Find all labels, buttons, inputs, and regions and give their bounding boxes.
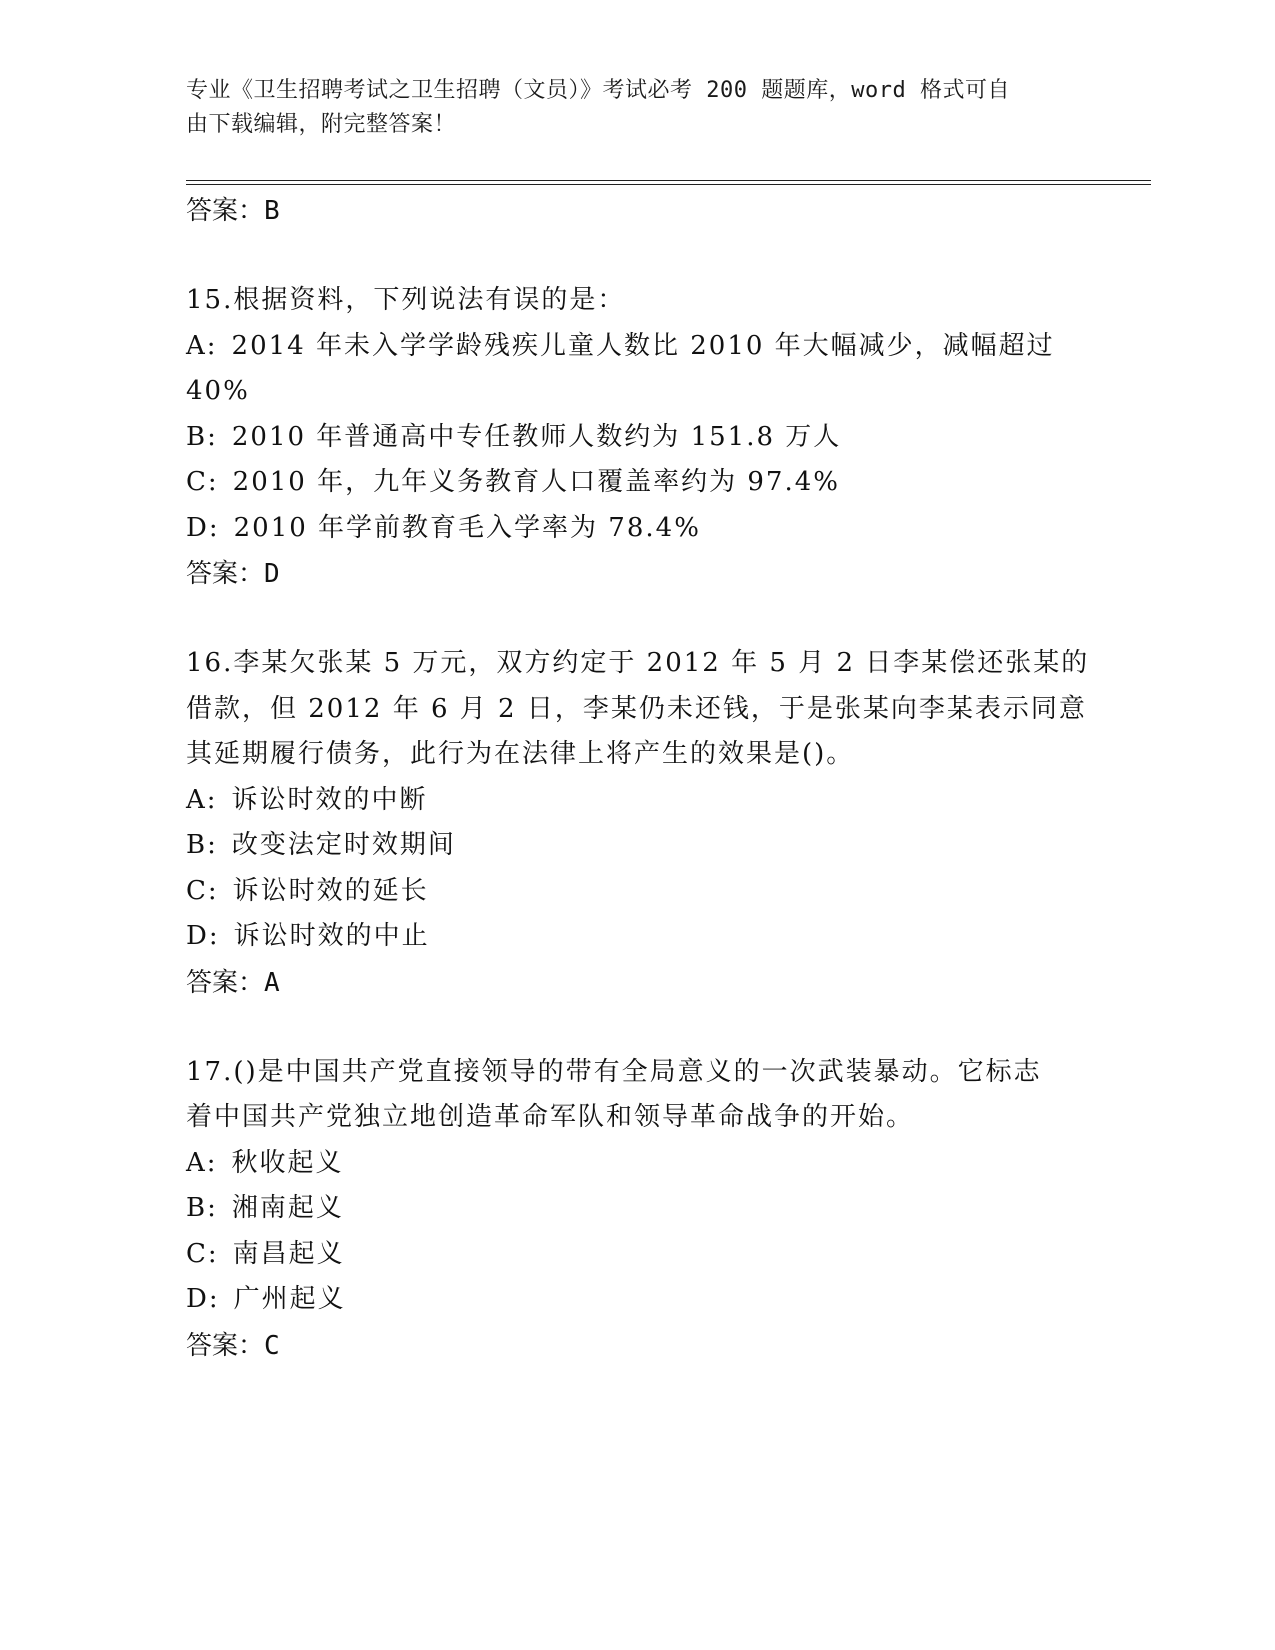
question-answer	[186, 551, 1096, 597]
option-label: A:	[186, 330, 218, 361]
option-text: 2014 年未入学学龄残疾儿童人数比 2010 年大幅减少，减幅超过	[231, 330, 1055, 361]
option-c	[186, 1232, 1096, 1278]
answer-label: 答案：	[186, 559, 265, 589]
header-line-2: 由下载编辑，附完整答案！	[186, 112, 457, 137]
option-a-continuation: 40%	[186, 376, 250, 406]
option-text: 改变法定时效期间	[231, 830, 456, 860]
answer-label: 答案：	[186, 1330, 265, 1361]
question-stem-line-2: 借款，但 2012 年 6 月 2 日，李某仍未还钱，于是张某向李某表示同意	[186, 693, 1087, 724]
option-label: B:	[186, 1193, 218, 1223]
previous-answer	[186, 188, 1096, 234]
document-body	[186, 188, 1096, 1369]
option-label: D:	[186, 921, 220, 951]
question-17	[186, 1050, 1096, 1369]
option-text: 湘南起义	[231, 1193, 344, 1223]
option-c	[186, 460, 1096, 506]
question-stem-line-1: 16.李某欠张某 5 万元，双方约定于 2012 年 5 月 2 日李某偿还张某的	[186, 648, 1090, 678]
option-a	[186, 324, 1096, 370]
option-label: C:	[186, 875, 219, 906]
option-label: C:	[186, 467, 219, 497]
answer-value: D	[264, 559, 280, 589]
option-label: B:	[186, 421, 218, 452]
option-label: D:	[186, 512, 220, 543]
option-c	[186, 869, 1096, 915]
option-label: B:	[186, 830, 218, 860]
answer-value: C	[264, 1330, 280, 1361]
answer-label: 答案：	[186, 196, 265, 226]
header-divider-bottom	[186, 184, 1151, 185]
header-divider-top	[186, 180, 1151, 181]
option-a	[186, 778, 1096, 824]
option-label: A:	[186, 1147, 218, 1178]
option-b	[186, 1186, 1096, 1232]
document-header	[186, 74, 1066, 142]
question-answer	[186, 960, 1096, 1006]
question-stem-line-2: 着中国共产党独立地创造革命军队和领导革命战争的开始。	[186, 1102, 915, 1132]
option-b	[186, 823, 1096, 869]
option-text: 诉讼时效的中止	[233, 921, 430, 951]
option-d	[186, 914, 1096, 960]
option-d	[186, 506, 1096, 552]
option-text: 广州起义	[233, 1284, 346, 1314]
question-stem-line-1: 17.()是中国共产党直接领导的带有全局意义的一次武装暴动。它标志	[186, 1056, 1042, 1087]
option-label: C:	[186, 1238, 219, 1269]
answer-label: 答案：	[186, 967, 265, 998]
option-text: 2010 年学前教育毛入学率为 78.4%	[233, 512, 701, 543]
option-label: A:	[186, 784, 218, 815]
option-b	[186, 415, 1096, 461]
option-text: 秋收起义	[231, 1147, 344, 1178]
answer-value: B	[264, 196, 280, 226]
option-text: 诉讼时效的延长	[232, 875, 429, 906]
option-text: 2010 年普通高中专任教师人数约为 151.8 万人	[231, 421, 842, 452]
question-stem: 15.根据资料，下列说法有误的是：	[186, 285, 626, 315]
option-label: D:	[186, 1284, 220, 1314]
question-15	[186, 278, 1096, 597]
option-text: 诉讼时效的中断	[231, 784, 428, 815]
question-16	[186, 641, 1096, 1006]
answer-value: A	[264, 967, 280, 998]
header-line-1: 专业《卫生招聘考试之卫生招聘（文员）》考试必考 200 题题库，word 格式可自	[186, 78, 1010, 103]
question-answer	[186, 1323, 1096, 1369]
option-a	[186, 1141, 1096, 1187]
option-d	[186, 1277, 1096, 1323]
option-text: 2010 年，九年义务教育人口覆盖率约为 97.4%	[232, 467, 840, 497]
question-stem-line-3: 其延期履行债务，此行为在法律上将产生的效果是()。	[186, 739, 855, 769]
option-text: 南昌起义	[232, 1238, 345, 1269]
